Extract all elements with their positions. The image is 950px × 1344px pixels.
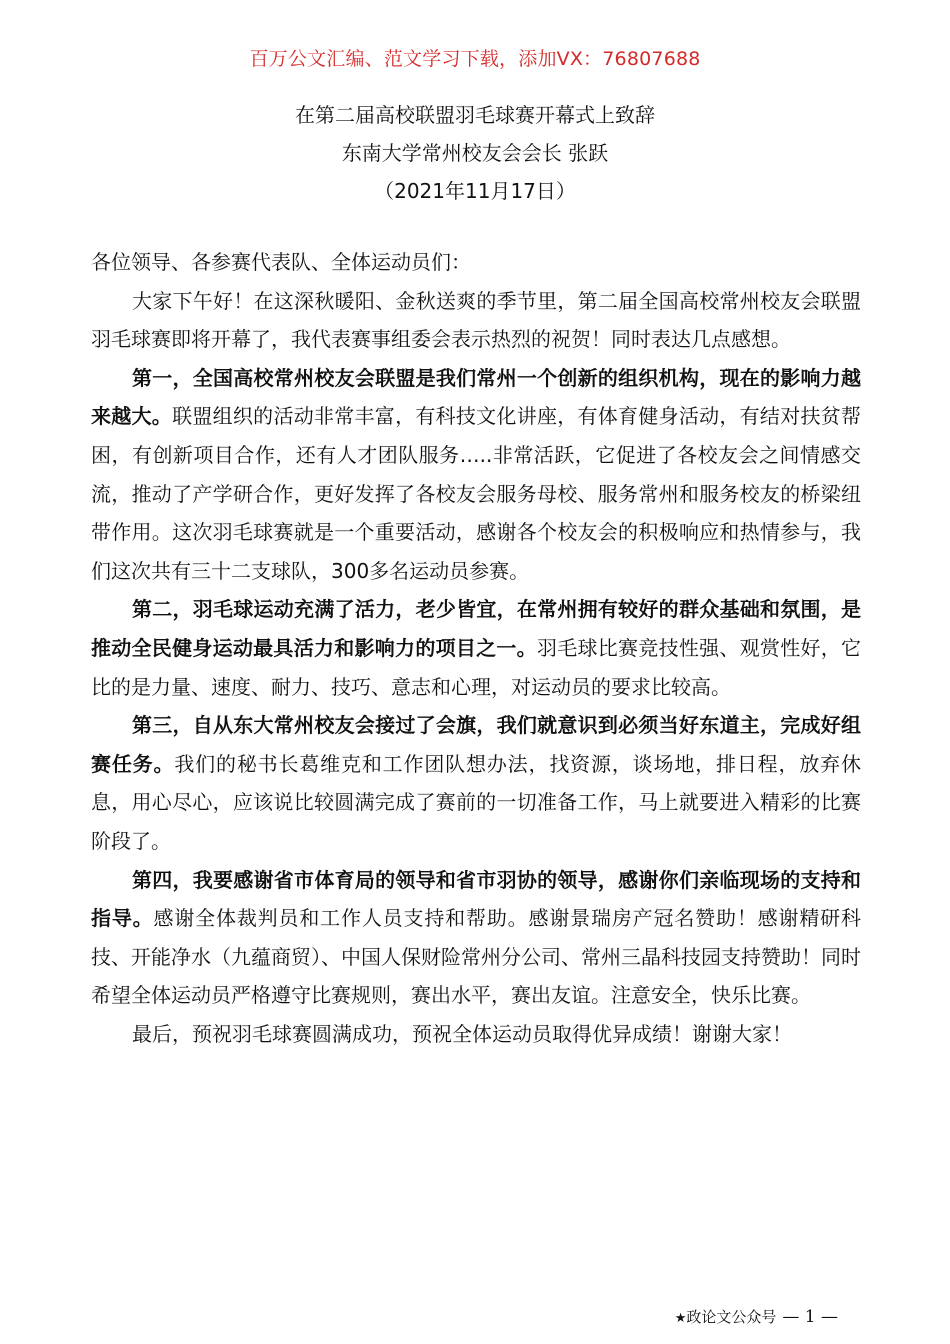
- page-number: — 1 —: [782, 1307, 838, 1327]
- footer-label: 政论文公众号: [686, 1308, 777, 1326]
- speech-body: [91, 243, 861, 1053]
- speech-date: （2021年11月17日）: [374, 179, 576, 203]
- page-footer: [675, 1306, 838, 1327]
- paragraph-point-4: [91, 861, 861, 1015]
- paragraph-text: 最后，预祝羽毛球赛圆满成功，预祝全体运动员取得优异成绩！谢谢大家！: [132, 1021, 792, 1046]
- paragraph-lead: 第四，我要感谢省市体育局的领导和省市羽协的领导，感谢你们亲临现场的支持和指导。: [91, 867, 861, 931]
- paragraph-lead: 第二，羽毛球运动充满了活力，老少皆宜，在常州拥有较好的群众基础和氛围，是推动全民健身运动最具活力和影响力的项目之一。: [91, 597, 861, 660]
- salutation: 各位领导、各参赛代表队、全体运动员们：: [91, 250, 471, 274]
- paragraph-text: 联盟组织的活动非常丰富，有科技文化讲座，有体育健身活动，有结对扶贫帮困，有创新项目合作，还有人才团队服务…..非常活跃，它促进了各校友会之间情感交流，推动了产学研合作，更好发挥了各校友会服务母校、服务常州和服务校友的桥梁纽带作用。这次羽毛球赛就是一个重要活动，感谢各个校友会的积极响应和热情参与，我们这次共有三十二支球队，300多名运动员参赛。: [91, 404, 862, 583]
- star-icon: ★: [674, 1311, 687, 1326]
- paragraph-lead: 第三，自从东大常州校友会接过了会旗，我们就意识到必须当好东道主，完成好组赛任务。: [91, 713, 861, 776]
- paragraph-text: 感谢全体裁判员和工作人员支持和帮助。感谢景瑞房产冠名赞助！感谢精研科技、开能净水（九蕴商贸）、中国人保财险常州分公司、常州三晶科技园支持赞助！同时希望全体运动员严格遵守比赛规则，赛出水平，赛出友谊。注意安全，快乐比赛。: [91, 906, 861, 1008]
- paragraph-greeting: [91, 282, 861, 359]
- paragraph-lead: 第一，全国高校常州校友会联盟是我们常州一个创新的组织机构，现在的影响力越来越大。: [91, 365, 861, 429]
- paragraph-point-3: [91, 706, 861, 860]
- paragraph-text: 大家下午好！在这深秋暖阳、金秋送爽的季节里，第二届全国高校常州校友会联盟羽毛球赛即将开幕了，我代表赛事组委会表示热烈的祝贺！同时表达几点感想。: [91, 288, 861, 352]
- title-block: [0, 96, 950, 210]
- paragraph-text: 我们的秘书长葛维克和工作团队想办法，找资源，谈场地，排日程，放弃休息，用心尽心，应该说比较圆满完成了赛前的一切准备工作，马上就要进入精彩的比赛阶段了。: [91, 751, 862, 853]
- paragraph-closing: [91, 1015, 861, 1054]
- speaker-line: 东南大学常州校友会会长 张跃: [341, 141, 609, 165]
- paragraph-text: 羽毛球比赛竞技性强、观赏性好，它比的是力量、速度、耐力、技巧、意志和心理，对运动员的要求比较高。: [91, 635, 862, 699]
- paragraph-point-1: [91, 359, 861, 591]
- paragraph-point-2: [91, 590, 861, 706]
- speech-title: 在第二届高校联盟羽毛球赛开幕式上致辞: [295, 103, 655, 127]
- promo-banner: 百万公文汇编、范文学习下载，添加VX：76807688: [249, 48, 701, 70]
